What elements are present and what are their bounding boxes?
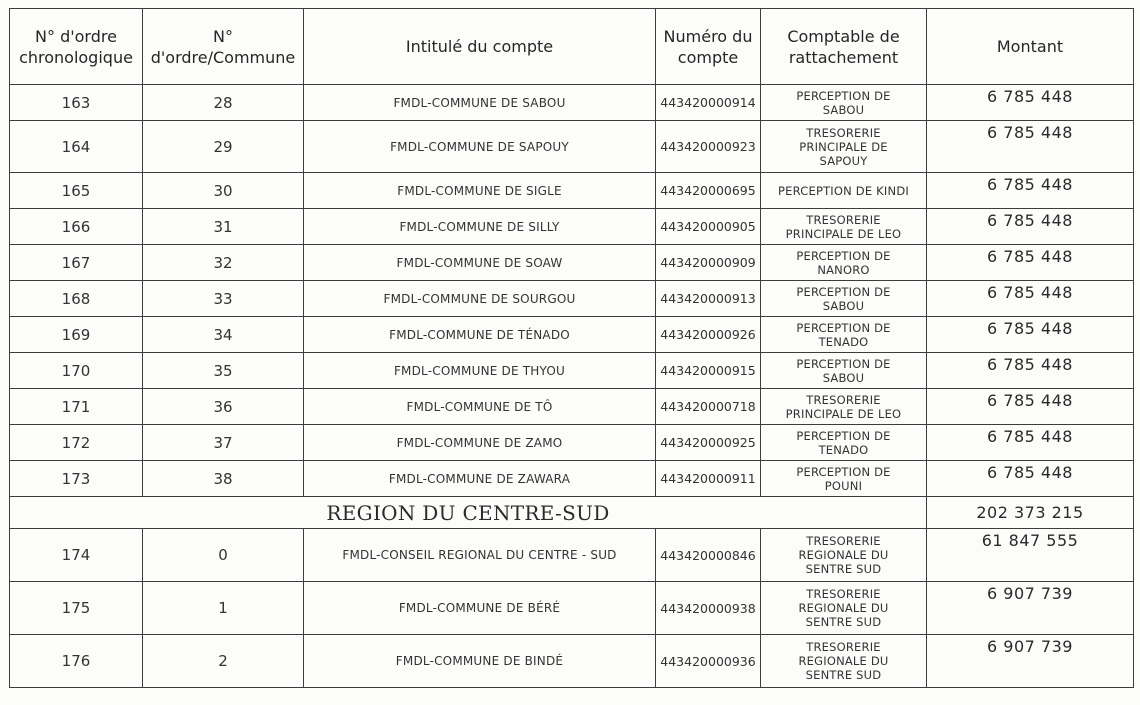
comptable-line: PERCEPTION DE [796, 320, 891, 335]
table-row [10, 245, 1134, 281]
comptable-line: SABOU [822, 102, 865, 117]
header-intitule: Intitulé du compte [304, 9, 656, 85]
table-row [10, 529, 1134, 582]
cell-comptable [761, 529, 927, 582]
table-header-row [10, 9, 1134, 85]
table-row [10, 317, 1134, 353]
comptable-line: REGIONALE DU [798, 654, 889, 668]
cell-numero: 443420000846 [656, 529, 761, 582]
region-title: REGION DU CENTRE-SUD [10, 497, 927, 529]
comptable-line: REGIONALE DU [798, 601, 889, 615]
comptable-line: PERCEPTION DE [796, 464, 891, 479]
table-row [10, 173, 1134, 209]
cell-commune: 30 [143, 173, 304, 209]
comptable-line: POUNI [824, 478, 863, 493]
cell-chrono: 166 [10, 209, 143, 245]
cell-intitule: FMDL-COMMUNE DE SOURGOU [304, 281, 656, 317]
comptable-line: SENTRE SUD [805, 615, 882, 629]
cell-chrono: 172 [10, 425, 143, 461]
comptable-line: PRINCIPALE DE [799, 139, 888, 154]
cell-numero: 443420000936 [656, 635, 761, 688]
table-row [10, 85, 1134, 121]
table-row [10, 281, 1134, 317]
cell-montant: 6 785 448 [927, 209, 1134, 245]
cell-chrono: 171 [10, 389, 143, 425]
comptable-line: SABOU [822, 298, 865, 313]
cell-comptable [761, 209, 927, 245]
cell-numero: 443420000915 [656, 353, 761, 389]
table-body [10, 85, 1134, 688]
cell-commune: 32 [143, 245, 304, 281]
comptable-line: TRESORERIE [806, 534, 881, 548]
cell-comptable [761, 353, 927, 389]
cell-numero: 443420000905 [656, 209, 761, 245]
comptable-line: SABOU [822, 370, 865, 385]
cell-intitule: FMDL-COMMUNE DE THYOU [304, 353, 656, 389]
table-row [10, 121, 1134, 173]
cell-montant: 6 785 448 [927, 173, 1134, 209]
region-row [10, 497, 1134, 529]
table-row [10, 461, 1134, 497]
cell-comptable [761, 635, 927, 688]
cell-comptable [761, 173, 927, 209]
header-numero-compte: Numéro du compte [656, 9, 761, 85]
cell-commune: 0 [143, 529, 304, 582]
cell-intitule: FMDL-COMMUNE DE BÉRÉ [304, 582, 656, 635]
table-row [10, 425, 1134, 461]
cell-montant: 6 785 448 [927, 317, 1134, 353]
cell-numero: 443420000923 [656, 121, 761, 173]
cell-montant: 6 785 448 [927, 121, 1134, 173]
cell-chrono: 176 [10, 635, 143, 688]
cell-intitule: FMDL-COMMUNE DE TÉNADO [304, 317, 656, 353]
comptable-line: TRESORERIE [806, 640, 881, 654]
cell-numero: 443420000718 [656, 389, 761, 425]
comptable-line: SENTRE SUD [805, 562, 882, 576]
table-row [10, 389, 1134, 425]
cell-intitule: FMDL-COMMUNE DE ZAWARA [304, 461, 656, 497]
cell-montant: 6 785 448 [927, 461, 1134, 497]
comptable-line: PRINCIPALE DE LEO [785, 406, 902, 421]
cell-montant: 6 785 448 [927, 245, 1134, 281]
cell-chrono: 168 [10, 281, 143, 317]
comptable-line: TRESORERIE [806, 125, 881, 140]
cell-montant: 6 785 448 [927, 85, 1134, 121]
cell-numero: 443420000909 [656, 245, 761, 281]
cell-chrono: 169 [10, 317, 143, 353]
cell-commune: 38 [143, 461, 304, 497]
cell-comptable [761, 425, 927, 461]
comptable-line: PRINCIPALE DE LEO [785, 226, 902, 241]
comptable-line: PERCEPTION DE [796, 88, 891, 103]
cell-numero: 443420000911 [656, 461, 761, 497]
comptable-line: PERCEPTION DE [796, 428, 891, 443]
cell-montant: 6 785 448 [927, 353, 1134, 389]
cell-commune: 37 [143, 425, 304, 461]
cell-numero: 443420000938 [656, 582, 761, 635]
cell-intitule: FMDL-COMMUNE DE TÔ [304, 389, 656, 425]
cell-commune: 34 [143, 317, 304, 353]
cell-montant: 61 847 555 [927, 529, 1134, 582]
header-montant: Montant [927, 9, 1134, 85]
cell-intitule: FMDL-COMMUNE DE SILLY [304, 209, 656, 245]
cell-chrono: 175 [10, 582, 143, 635]
cell-comptable [761, 245, 927, 281]
cell-chrono: 165 [10, 173, 143, 209]
cell-comptable [761, 85, 927, 121]
cell-commune: 36 [143, 389, 304, 425]
comptable-line: TRESORERIE [806, 212, 881, 227]
cell-numero: 443420000913 [656, 281, 761, 317]
cell-chrono: 164 [10, 121, 143, 173]
cell-chrono: 170 [10, 353, 143, 389]
cell-comptable [761, 389, 927, 425]
cell-montant: 6 785 448 [927, 281, 1134, 317]
comptable-line: TRESORERIE [806, 392, 881, 407]
table-row [10, 635, 1134, 688]
cell-commune: 28 [143, 85, 304, 121]
cell-chrono: 167 [10, 245, 143, 281]
cell-numero: 443420000926 [656, 317, 761, 353]
cell-montant: 6 785 448 [927, 425, 1134, 461]
cell-commune: 29 [143, 121, 304, 173]
cell-commune: 2 [143, 635, 304, 688]
cell-intitule: FMDL-COMMUNE DE SIGLE [304, 173, 656, 209]
cell-comptable [761, 582, 927, 635]
comptable-line: TENADO [818, 442, 869, 457]
cell-intitule: FMDL-COMMUNE DE SOAW [304, 245, 656, 281]
cell-intitule: FMDL-COMMUNE DE ZAMO [304, 425, 656, 461]
header-ordre-chronologique: N° d'ordre chronologique [10, 9, 143, 85]
cell-montant: 6 785 448 [927, 389, 1134, 425]
accounts-table [9, 8, 1134, 688]
comptable-line: TRESORERIE [806, 587, 881, 601]
header-comptable: Comptable de rattachement [761, 9, 927, 85]
comptable-line: REGIONALE DU [798, 548, 889, 562]
cell-chrono: 163 [10, 85, 143, 121]
cell-comptable [761, 281, 927, 317]
cell-chrono: 174 [10, 529, 143, 582]
cell-commune: 35 [143, 353, 304, 389]
cell-montant: 6 907 739 [927, 582, 1134, 635]
cell-comptable [761, 461, 927, 497]
table-row [10, 353, 1134, 389]
cell-comptable [761, 121, 927, 173]
cell-chrono: 173 [10, 461, 143, 497]
comptable-line: SENTRE SUD [805, 668, 882, 682]
cell-comptable [761, 317, 927, 353]
cell-numero: 443420000925 [656, 425, 761, 461]
cell-numero: 443420000914 [656, 85, 761, 121]
cell-commune: 33 [143, 281, 304, 317]
cell-numero: 443420000695 [656, 173, 761, 209]
cell-montant: 6 907 739 [927, 635, 1134, 688]
table-row [10, 209, 1134, 245]
region-total: 202 373 215 [927, 497, 1134, 529]
comptable-line: NANORO [817, 262, 870, 277]
comptable-line: PERCEPTION DE [796, 356, 891, 371]
cell-intitule: FMDL-COMMUNE DE SAPOUY [304, 121, 656, 173]
cell-commune: 1 [143, 582, 304, 635]
comptable-line: SAPOUY [819, 153, 868, 168]
cell-intitule: FMDL-CONSEIL REGIONAL DU CENTRE - SUD [304, 529, 656, 582]
header-ordre-commune: N° d'ordre/Commune [143, 9, 304, 85]
cell-intitule: FMDL-COMMUNE DE SABOU [304, 85, 656, 121]
comptable-line: PERCEPTION DE [796, 248, 891, 263]
cell-commune: 31 [143, 209, 304, 245]
table-row [10, 582, 1134, 635]
comptable-line: PERCEPTION DE [796, 284, 891, 299]
comptable-line: TENADO [818, 334, 869, 349]
comptable-line: PERCEPTION DE KINDI [778, 183, 909, 198]
cell-intitule: FMDL-COMMUNE DE BINDÉ [304, 635, 656, 688]
